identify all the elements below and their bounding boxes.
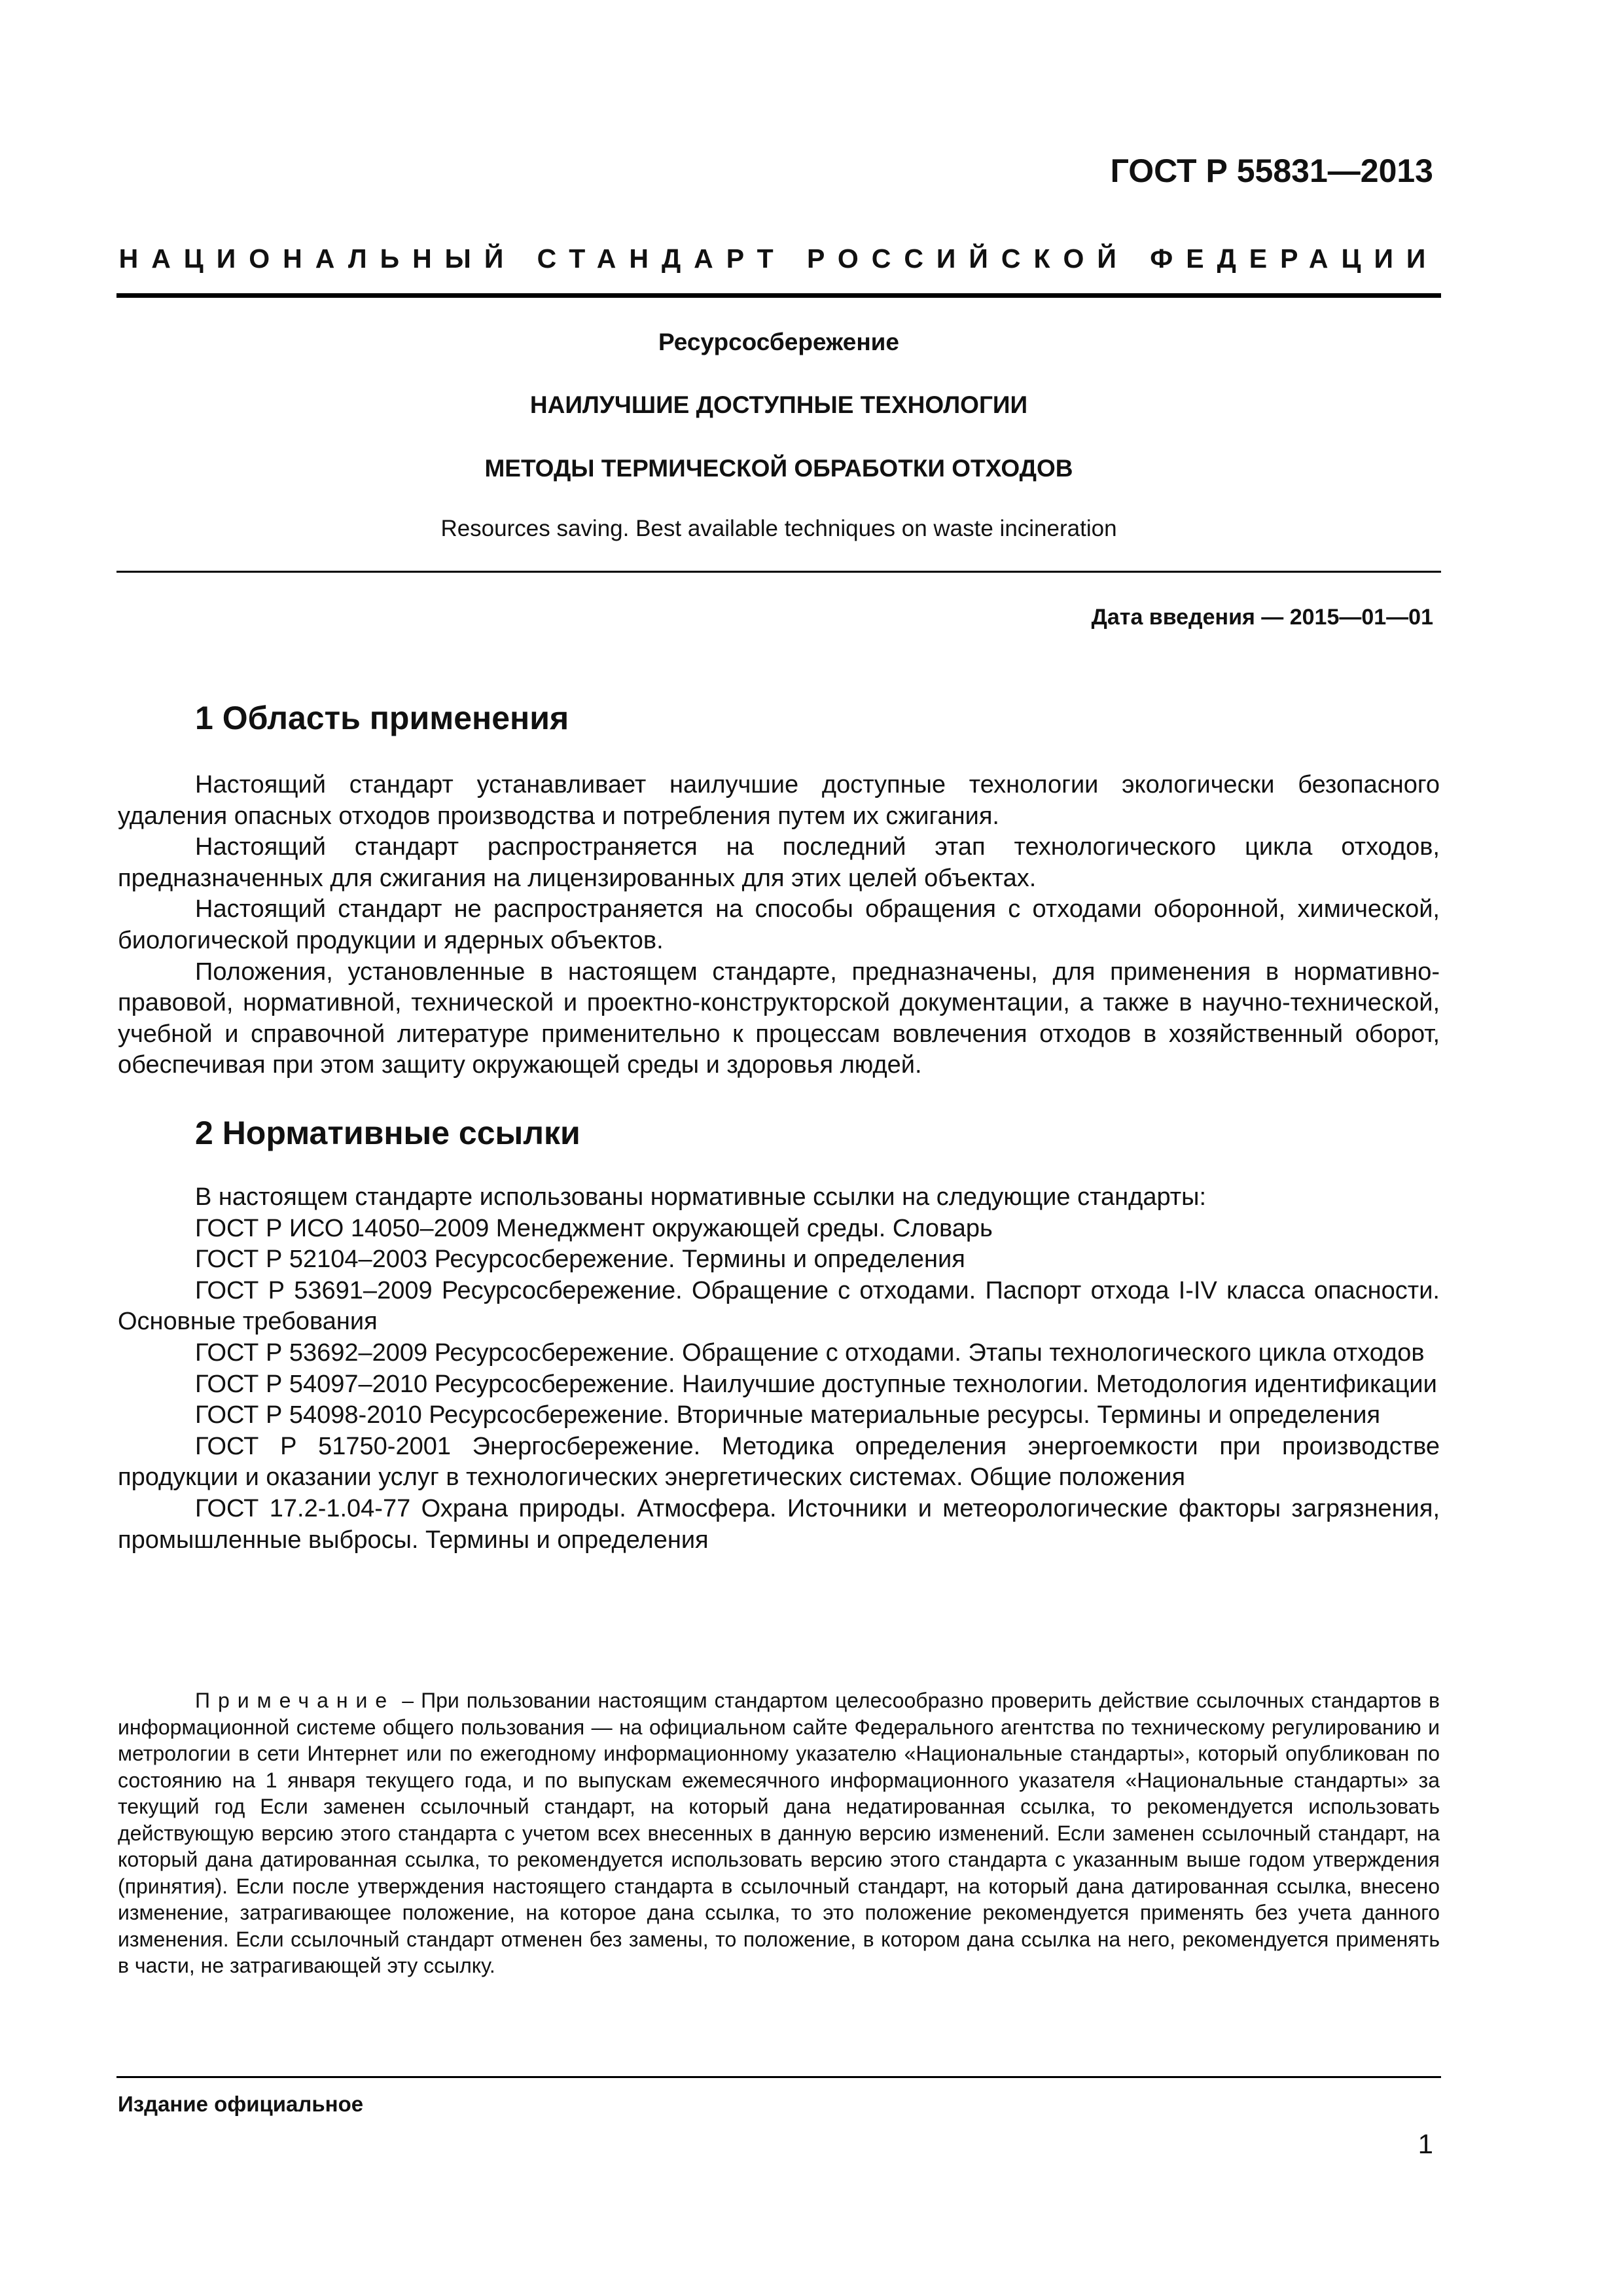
edition-label: Издание официальное [118, 2092, 364, 2116]
section-1-paragraph: Положения, установленные в настоящем стандарте, предназначены, для применения в нормативно-правовой, нормативной, технической и проектно-конструкторской документации, а также в научно-технической, учебной и справочной литературе применительно к процессам вовлечения отходов в хозяйственный оборот, обеспечивая при этом защиту окружающей среды и здоровья людей. [118, 958, 1440, 1079]
note-text: – При пользовании настоящим стандартом целесообразно проверить действие ссылочных стандартов в информационной системе общего пользования — на официальном сайте Федерального агентства по техническому регулированию и метрологии в сети Интернет или по ежегодному информационному указателю «Национальные стандарты», который опубликован по состоянию на 1 января текущего года, и по выпускам ежемесячного информационного указателя «Национальные стандарты» за текущий год Если заменен ссылочный стандарт, на который дана недатированная ссылка, то рекомендуется использовать действующую версию этого стандарта с учетом всех внесенных в данную версию изменений. Если заменен ссылочный стандарт, на который дана датированная ссылка, то рекомендуется использовать версию этого стандарта с указанным выше годом утверждения (принятия). Если после утверждения настоящего стандарта в ссылочный стандарт, на который дана датированная ссылка, внесено изменение, затрагивающее положение, на которое дана ссылка, то это положение рекомендуется применять без учета данного изменения. Если ссылочный стандарт отменен без замены, то положение, в котором дана ссылка на него, рекомендуется применять в части, не затрагивающей эту ссылку. [118, 1689, 1440, 1977]
section-1-paragraph: Настоящий стандарт распространяется на последний этап технологического цикла отходов, предназначенных для сжигания на лицензированных для этих целей объектах. [118, 833, 1440, 892]
reference-item: ГОСТ Р 54098-2010 Ресурсосбережение. Вторичные материальные ресурсы. Термины и определения [195, 1401, 1381, 1429]
page-number: 1 [1418, 2128, 1433, 2159]
references-note [118, 1687, 1440, 1979]
reference-item: ГОСТ Р ИСО 14050–2009 Менеджмент окружающей среды. Словарь [195, 1214, 993, 1242]
section-2-intro: В настоящем стандарте использованы нормативные ссылки на следующие стандарты: [195, 1183, 1207, 1211]
national-standard-heading: НАЦИОНАЛЬНЫЙ СТАНДАРТ РОССИЙСКОЙ ФЕДЕРАЦИИ [118, 243, 1439, 274]
section-2-body [118, 1182, 1440, 1556]
title-line-3: МЕТОДЫ ТЕРМИЧЕСКОЙ ОБРАБОТКИ ОТХОДОВ [484, 455, 1073, 482]
section-1-paragraph: Настоящий стандарт не распространяется на способы обращения с отходами оборонной, химической, биологической продукции и ядерных объектов. [118, 895, 1440, 954]
section-1-body [118, 770, 1440, 1081]
reference-item: ГОСТ Р 51750-2001 Энергосбережение. Методика определения энергоемкости при производстве продукции и оказании услуг в технологических энергетических системах. Общие положения [118, 1432, 1440, 1492]
reference-item: ГОСТ 17.2-1.04-77 Охрана природы. Атмосфера. Источники и метеорологические факторы загрязнения, промышленные выбросы. Термины и определения [118, 1494, 1440, 1554]
document-number: ГОСТ Р 55831—2013 [1110, 152, 1433, 189]
section-2-title: 2 Нормативные ссылки [195, 1115, 580, 1151]
title-english: Resources saving. Best available techniques on waste incineration [440, 516, 1117, 541]
title-line-1: Ресурсосбережение [658, 329, 899, 355]
note-label: Примечание [195, 1689, 395, 1712]
header-divider [116, 293, 1441, 298]
reference-item: ГОСТ Р 53691–2009 Ресурсосбережение. Обращение с отходами. Паспорт отхода I-IV класса опасности. Основные требования [118, 1276, 1440, 1336]
footer-divider [116, 2076, 1441, 2078]
section-1-title: 1 Область применения [195, 700, 569, 736]
section-1-paragraph: Настоящий стандарт устанавливает наилучшие доступные технологии экологически безопасного удаления опасных отходов производства и потребления путем их сжигания. [118, 771, 1440, 830]
reference-item: ГОСТ Р 52104–2003 Ресурсосбережение. Термины и определения [195, 1246, 965, 1274]
reference-item: ГОСТ Р 53692–2009 Ресурсосбережение. Обращение с отходами. Этапы технологического цикла отходов [195, 1338, 1425, 1367]
introduction-date: Дата введения — 2015—01—01 [1091, 605, 1433, 630]
title-divider [116, 571, 1441, 573]
title-line-2: НАИЛУЧШИЕ ДОСТУПНЫЕ ТЕХНОЛОГИИ [529, 391, 1028, 418]
reference-item: ГОСТ Р 54097–2010 Ресурсосбережение. Наилучшие доступные технологии. Методология идентификации [195, 1370, 1437, 1398]
